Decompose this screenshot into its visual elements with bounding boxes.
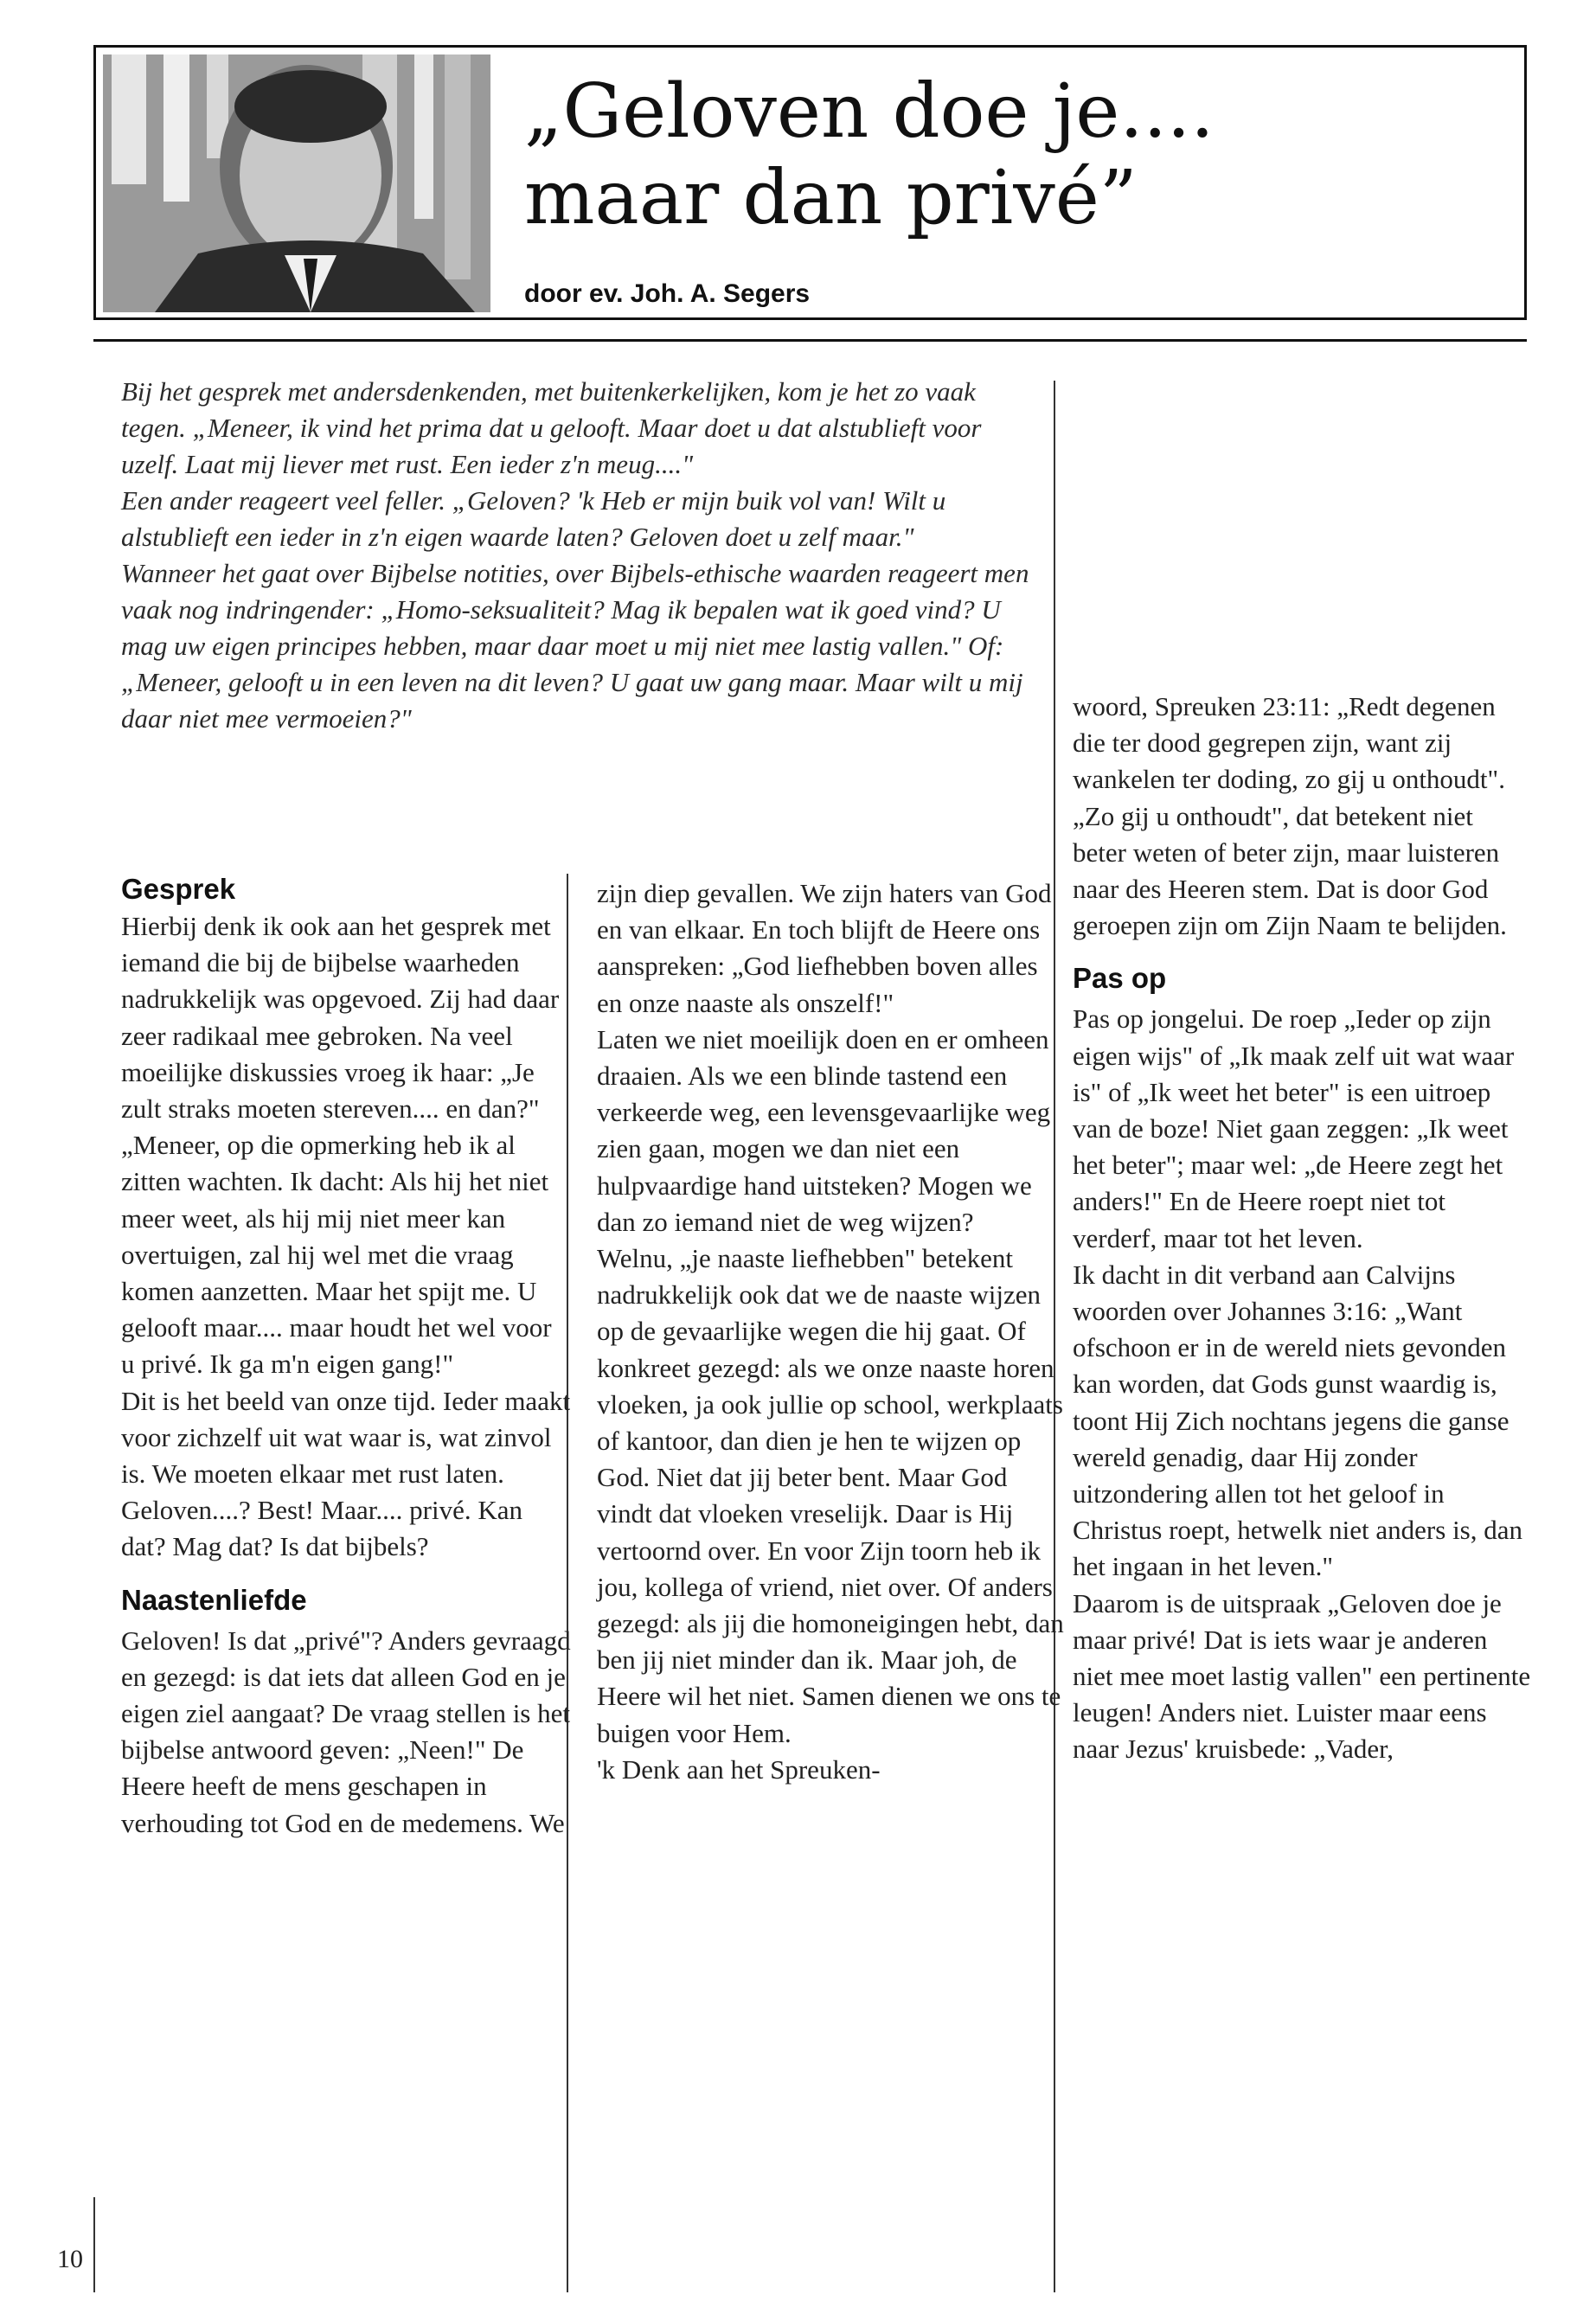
body-paragraph: Pas op jongelui. De roep „Ieder op zijn eigen wijs" of „Ik maak zelf uit wat waar is" of „Ik weet het beter" is een uitroep van de boze! Niet gaan zeggen: „Ik weet het beter"; maar wel: „de Heere zegt het anders!" En de Heere roept niet tot verderf, maar tot het leven. bbox=[1073, 1003, 1515, 1253]
body-paragraph: woord, Spreuken 23:11: „Redt degenen die ter dood gegrepen zijn, want zij wankelen ter doding, zo gij u onthoudt". „Zo gij u onthoudt", dat betekent niet beter weten of beter zijn, maar luisteren naar des Heeren stem. Dat is door God geroepen zijn om Zijn Naam te belijden. bbox=[1073, 691, 1507, 941]
article-header bbox=[93, 45, 1527, 320]
section-heading-naastenliefde: Naastenliefde bbox=[121, 1583, 307, 1616]
body-paragraph: Laten we niet moeilijk doen en er omheen draaien. Als we een blinde tastend een verkeerde weg, een levensgevaarlijke weg zien gaan, mogen we dan niet een hulpvaardige hand uitsteken? Mogen we dan zo iemand niet de weg wijzen? bbox=[597, 1023, 1051, 1237]
page-number: 10 bbox=[57, 2245, 83, 2273]
intro-text bbox=[121, 374, 1038, 737]
body-paragraph: Ik dacht in dit verband aan Calvijns woorden over Johannes 3:16: „Want ofschoon er in de wereld niets gevonden kan worden, dat Gods gunst waardig is, toont Hij Zich nochtans jegens die ganse wereld genadig, daar Hij zonder uitzondering allen tot het geloof in Christus roept, hetwelk niet anders is, dan het ingaan in het leven." bbox=[1073, 1259, 1523, 1582]
section-heading-pas-op: Pas op bbox=[1073, 962, 1167, 995]
page-edge-rule bbox=[93, 2197, 95, 2292]
intro-paragraph: Een ander reageert veel feller. „Geloven? 'k Heb er mijn buik vol van! Wilt u alstublieft een ieder in z'n eigen waarde laten? Geloven doet u zelf maar." bbox=[121, 485, 946, 552]
author-byline: door ev. Joh. A. Segers bbox=[524, 279, 811, 308]
header-divider bbox=[93, 339, 1527, 342]
section-heading-gesprek: Gesprek bbox=[121, 873, 236, 905]
title-line-1: „Geloven doe je.... bbox=[524, 68, 1215, 155]
body-paragraph: Daarom is de uitspraak „Geloven doe je maar privé! Dat is iets waar je anderen niet mee moet lastig vallen" een pertinente leugen! Anders niet. Luister maar eens naar Jezus' kruisbede: „Vader, bbox=[1073, 1587, 1531, 1765]
body-paragraph: Dit is het beeld van onze tijd. Ieder maakt voor zichzelf uit wat waar is, wat zinvol is. We moeten elkaar met rust laten. Geloven....? Best! Maar.... privé. Kan dat? Mag dat? Is dat bijbels? bbox=[121, 1385, 571, 1562]
body-paragraph: Geloven! Is dat „privé"? Anders gevraagd en gezegd: is dat iets dat alleen God en je eigen ziel aangaat? De vraag stellen is het bijbelse antwoord geven: „Neen!" De Heere heeft de mens geschapen in verhouding tot God en de medemens. We bbox=[121, 1625, 571, 1838]
column-1 bbox=[121, 870, 571, 1842]
column-3 bbox=[1073, 689, 1531, 1768]
body-paragraph: 'k Denk aan het Spreuken- bbox=[597, 1753, 881, 1785]
article-title bbox=[524, 68, 1476, 241]
author-portrait-image bbox=[103, 54, 490, 312]
body-paragraph: Hierbij denk ik ook aan het gesprek met iemand die bij de bijbelse waarheden nadrukkelijk was opgevoed. Zij had daar zeer radikaal mee gebroken. Na veel moeilijke diskussies vroeg ik haar: „Je zult straks moeten stereven.... en dan?" „Meneer, op die opmerking heb ik al zitten wachten. Ik dacht: Als hij het niet meer weet, als hij mij niet meer kan overtuigen, zal hij wel met die vraag komen aanzetten. Maar het spijt me. U gelooft maar.... maar houdt het wel voor u privé. Ik ga m'n eigen gang!" bbox=[121, 911, 560, 1380]
body-paragraph: zijn diep gevallen. We zijn haters van God en van elkaar. En toch blijft de Heere ons aanspreken: „God liefhebben boven alles en onze naaste als onszelf!" bbox=[597, 878, 1052, 1018]
intro-paragraph: Wanneer het gaat over Bijbelse notities, over Bijbels-ethische waarden reageert men vaak nog indringender: „Homo-seksualiteit? Mag ik bepalen wat ik goed vind? U mag uw eigen principes hebben, maar daar moet u mij niet mee lastig vallen." Of: „Meneer, gelooft u in een leven na dit leven? U gaat uw gang maar. Maar wilt u mij daar niet mee vermoeien?" bbox=[121, 558, 1029, 734]
body-paragraph: Welnu, „je naaste liefhebben" betekent nadrukkelijk ook dat we de naaste wijzen op de gevaarlijke wegen die hij gaat. Of konkreet gezegd: als we onze naaste horen vloeken, ja ook jullie op school, werkplaats of kantoor, dan dien je hen te wijzen op God. Niet dat jij beter bent. Maar God vindt dat vloeken vreselijk. Daar is Hij vertoornd over. En voor Zijn toorn heb ik jou, kollega of vriend, niet over. Of anders gezegd: als jij die homoneigingen hebt, dan ben jij niet minder dan ik. Maar joh, de Heere wil het niet. Samen dienen we ons te buigen voor Hem. bbox=[597, 1243, 1064, 1748]
column-2 bbox=[597, 875, 1064, 1788]
author-photo bbox=[103, 54, 490, 312]
title-line-2: maar dan privé” bbox=[524, 155, 1138, 241]
intro-paragraph: Bij het gesprek met andersdenkenden, met buitenkerkelijken, kom je het zo vaak tegen. „Meneer, ik vind het prima dat u gelooft. Maar doet u dat alstublieft voor uzelf. Laat mij liever met rust. Een ieder z'n meug...." bbox=[121, 376, 982, 479]
